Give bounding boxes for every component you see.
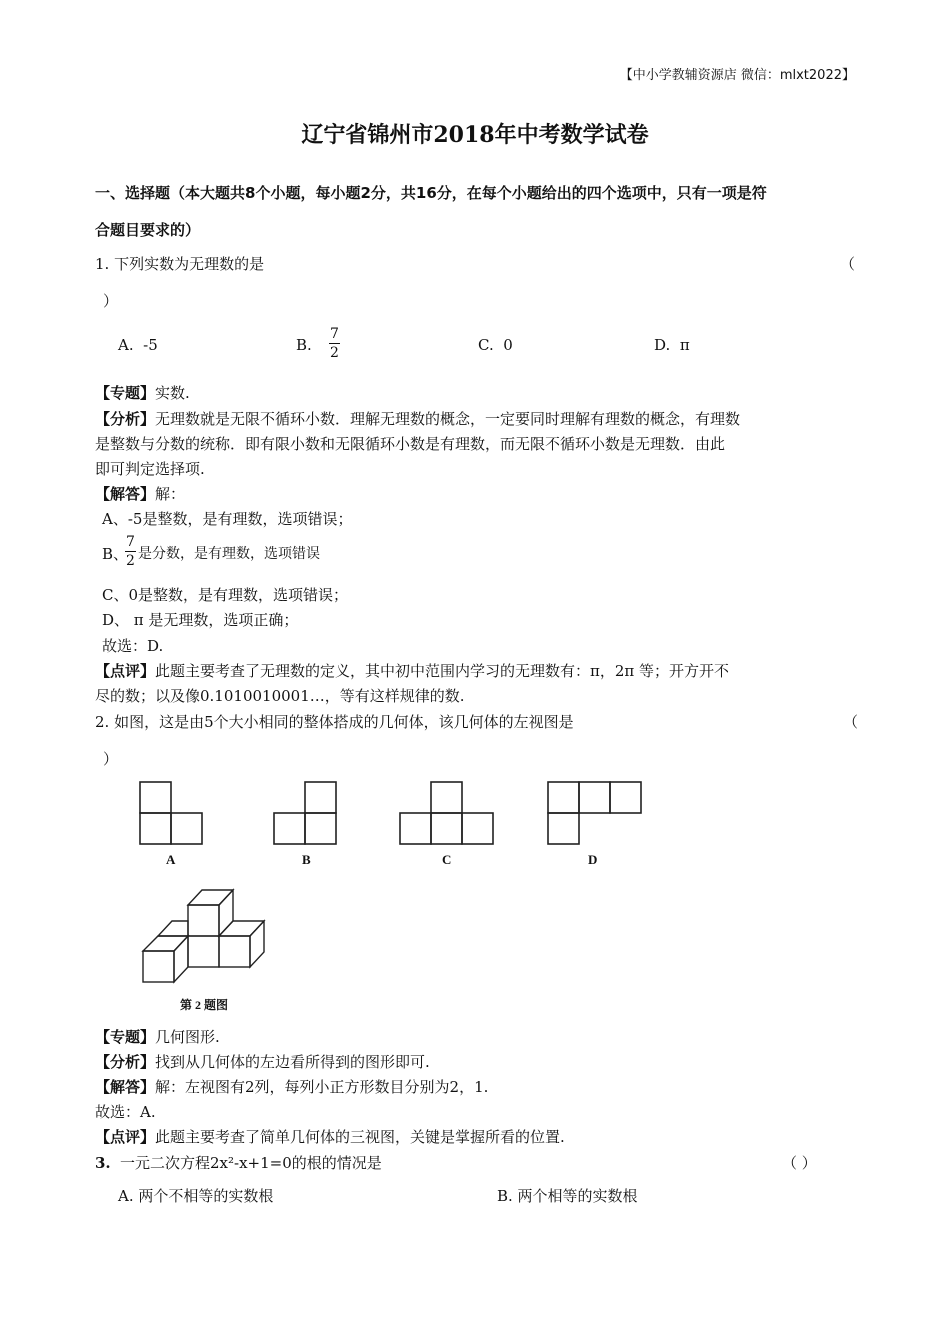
section-heading-line1: 一、选择题（本大题共8个小题，每小题2分，共16分，在每个小题给出的四个选项中，只有一项是符 (95, 184, 767, 202)
figure-label-d: D (588, 852, 598, 867)
topic-text: 实数. (155, 384, 190, 402)
figure-option-b (274, 782, 336, 844)
q1-comment-line2: 尽的数；以及像0.1010010001…，等有这样规律的数. (95, 687, 465, 705)
figure-option-d (548, 782, 641, 844)
comment-tag: 【点评】 (95, 1128, 156, 1146)
q1-paren-close: ） (103, 292, 119, 310)
q1-solution-b-prefix: B、 (102, 545, 129, 563)
q1-solution-c: C、0是整数，是有理数，选项错误； (102, 586, 349, 604)
fraction-numerator: 7 (330, 326, 339, 342)
q3-paren: （ ） (782, 1154, 817, 1172)
q1-solution-b-text: 是分数，是有理数，选项错误 (138, 546, 320, 562)
q2-comment (95, 1127, 565, 1147)
header-note: 【中小学教辅资源店 微信：mlxt2022】 (619, 68, 855, 83)
figure-label-c: C (442, 852, 452, 867)
answer-text: 解： (155, 485, 186, 503)
q3-stem: 一元二次方程2x²-x+1=0的根的情况是 (120, 1154, 382, 1172)
topic-tag: 【专题】 (95, 384, 156, 402)
q1-analysis-line2: 是整数与分数的统称．即有限小数和无限循环小数是有理数，而无限不循环小数是无理数．由此 (95, 435, 726, 453)
q2-paren-close: ） (103, 750, 119, 768)
topic-tag: 【专题】 (95, 1028, 156, 1046)
q2-stem: 2. 如图，这是由5个大小相同的整体搭成的几何体，该几何体的左视图是 (95, 713, 574, 731)
analysis-text: 找到从几何体的左边看所得到的图形即可. (155, 1053, 430, 1071)
fraction-numerator: 7 (126, 534, 135, 550)
option-text: -5 (143, 336, 158, 354)
q1-stem: 1. 下列实数为无理数的是 (95, 255, 265, 273)
section-heading-line2: 合题目要求的） (95, 221, 201, 239)
answer-tag: 【解答】 (95, 1078, 156, 1096)
comment-tag: 【点评】 (95, 662, 156, 680)
topic-text: 几何图形. (155, 1028, 220, 1046)
q2-analysis (95, 1052, 430, 1072)
analysis-text: 无理数就是无限不循环小数．理解无理数的概念，一定要同时理解有理数的概念，有理数 (155, 410, 741, 428)
answer-tag: 【解答】 (95, 485, 156, 503)
q3-option-a: A. 两个不相等的实数根 (118, 1187, 274, 1205)
fraction-denominator: 2 (126, 553, 135, 569)
q3-number: 3. (95, 1154, 111, 1172)
q2-paren-open: （ (843, 713, 859, 731)
analysis-tag: 【分析】 (95, 1053, 156, 1071)
figure-option-a (140, 782, 202, 844)
option-letter: C. (478, 336, 494, 354)
answer-text: 解：左视图有2列，每列小正方形数目分别为2，1. (155, 1078, 489, 1096)
figure-solid (143, 890, 264, 982)
comment-text: 此题主要考查了简单几何体的三视图，关键是掌握所看的位置. (155, 1128, 565, 1146)
page-title: 辽宁省锦州市2018年中考数学试卷 (301, 122, 649, 148)
q1-solution-a: A、-5是整数，是有理数，选项错误； (102, 510, 353, 528)
q2-topic (95, 1027, 220, 1047)
figure-option-c (400, 782, 493, 844)
analysis-tag: 【分析】 (95, 410, 156, 428)
q3-option-b: B. 两个相等的实数根 (497, 1187, 638, 1205)
option-letter: A. (118, 336, 134, 354)
q1-solution-d: D、 π 是无理数，选项正确； (102, 611, 299, 629)
comment-text: 此题主要考查了无理数的定义，其中初中范围内学习的无理数有：π，2π 等；开方开不 (155, 662, 730, 680)
fraction-denominator: 2 (330, 345, 339, 361)
figure-label-a: A (166, 852, 176, 867)
figure-caption: 第 2 题图 (180, 998, 229, 1012)
q2-choice: 故选：A. (95, 1103, 156, 1121)
q1-option-b-letter: B. (296, 336, 312, 354)
q1-analysis-line3: 即可判定选择项. (95, 460, 205, 478)
q1-paren-open: （ (840, 255, 856, 273)
option-text: π (679, 336, 690, 354)
q1-choice: 故选：D. (102, 637, 164, 655)
option-text: 0 (503, 336, 513, 354)
option-letter: D. (654, 336, 671, 354)
figure-label-b: B (302, 852, 311, 867)
q2-answer (95, 1077, 488, 1097)
